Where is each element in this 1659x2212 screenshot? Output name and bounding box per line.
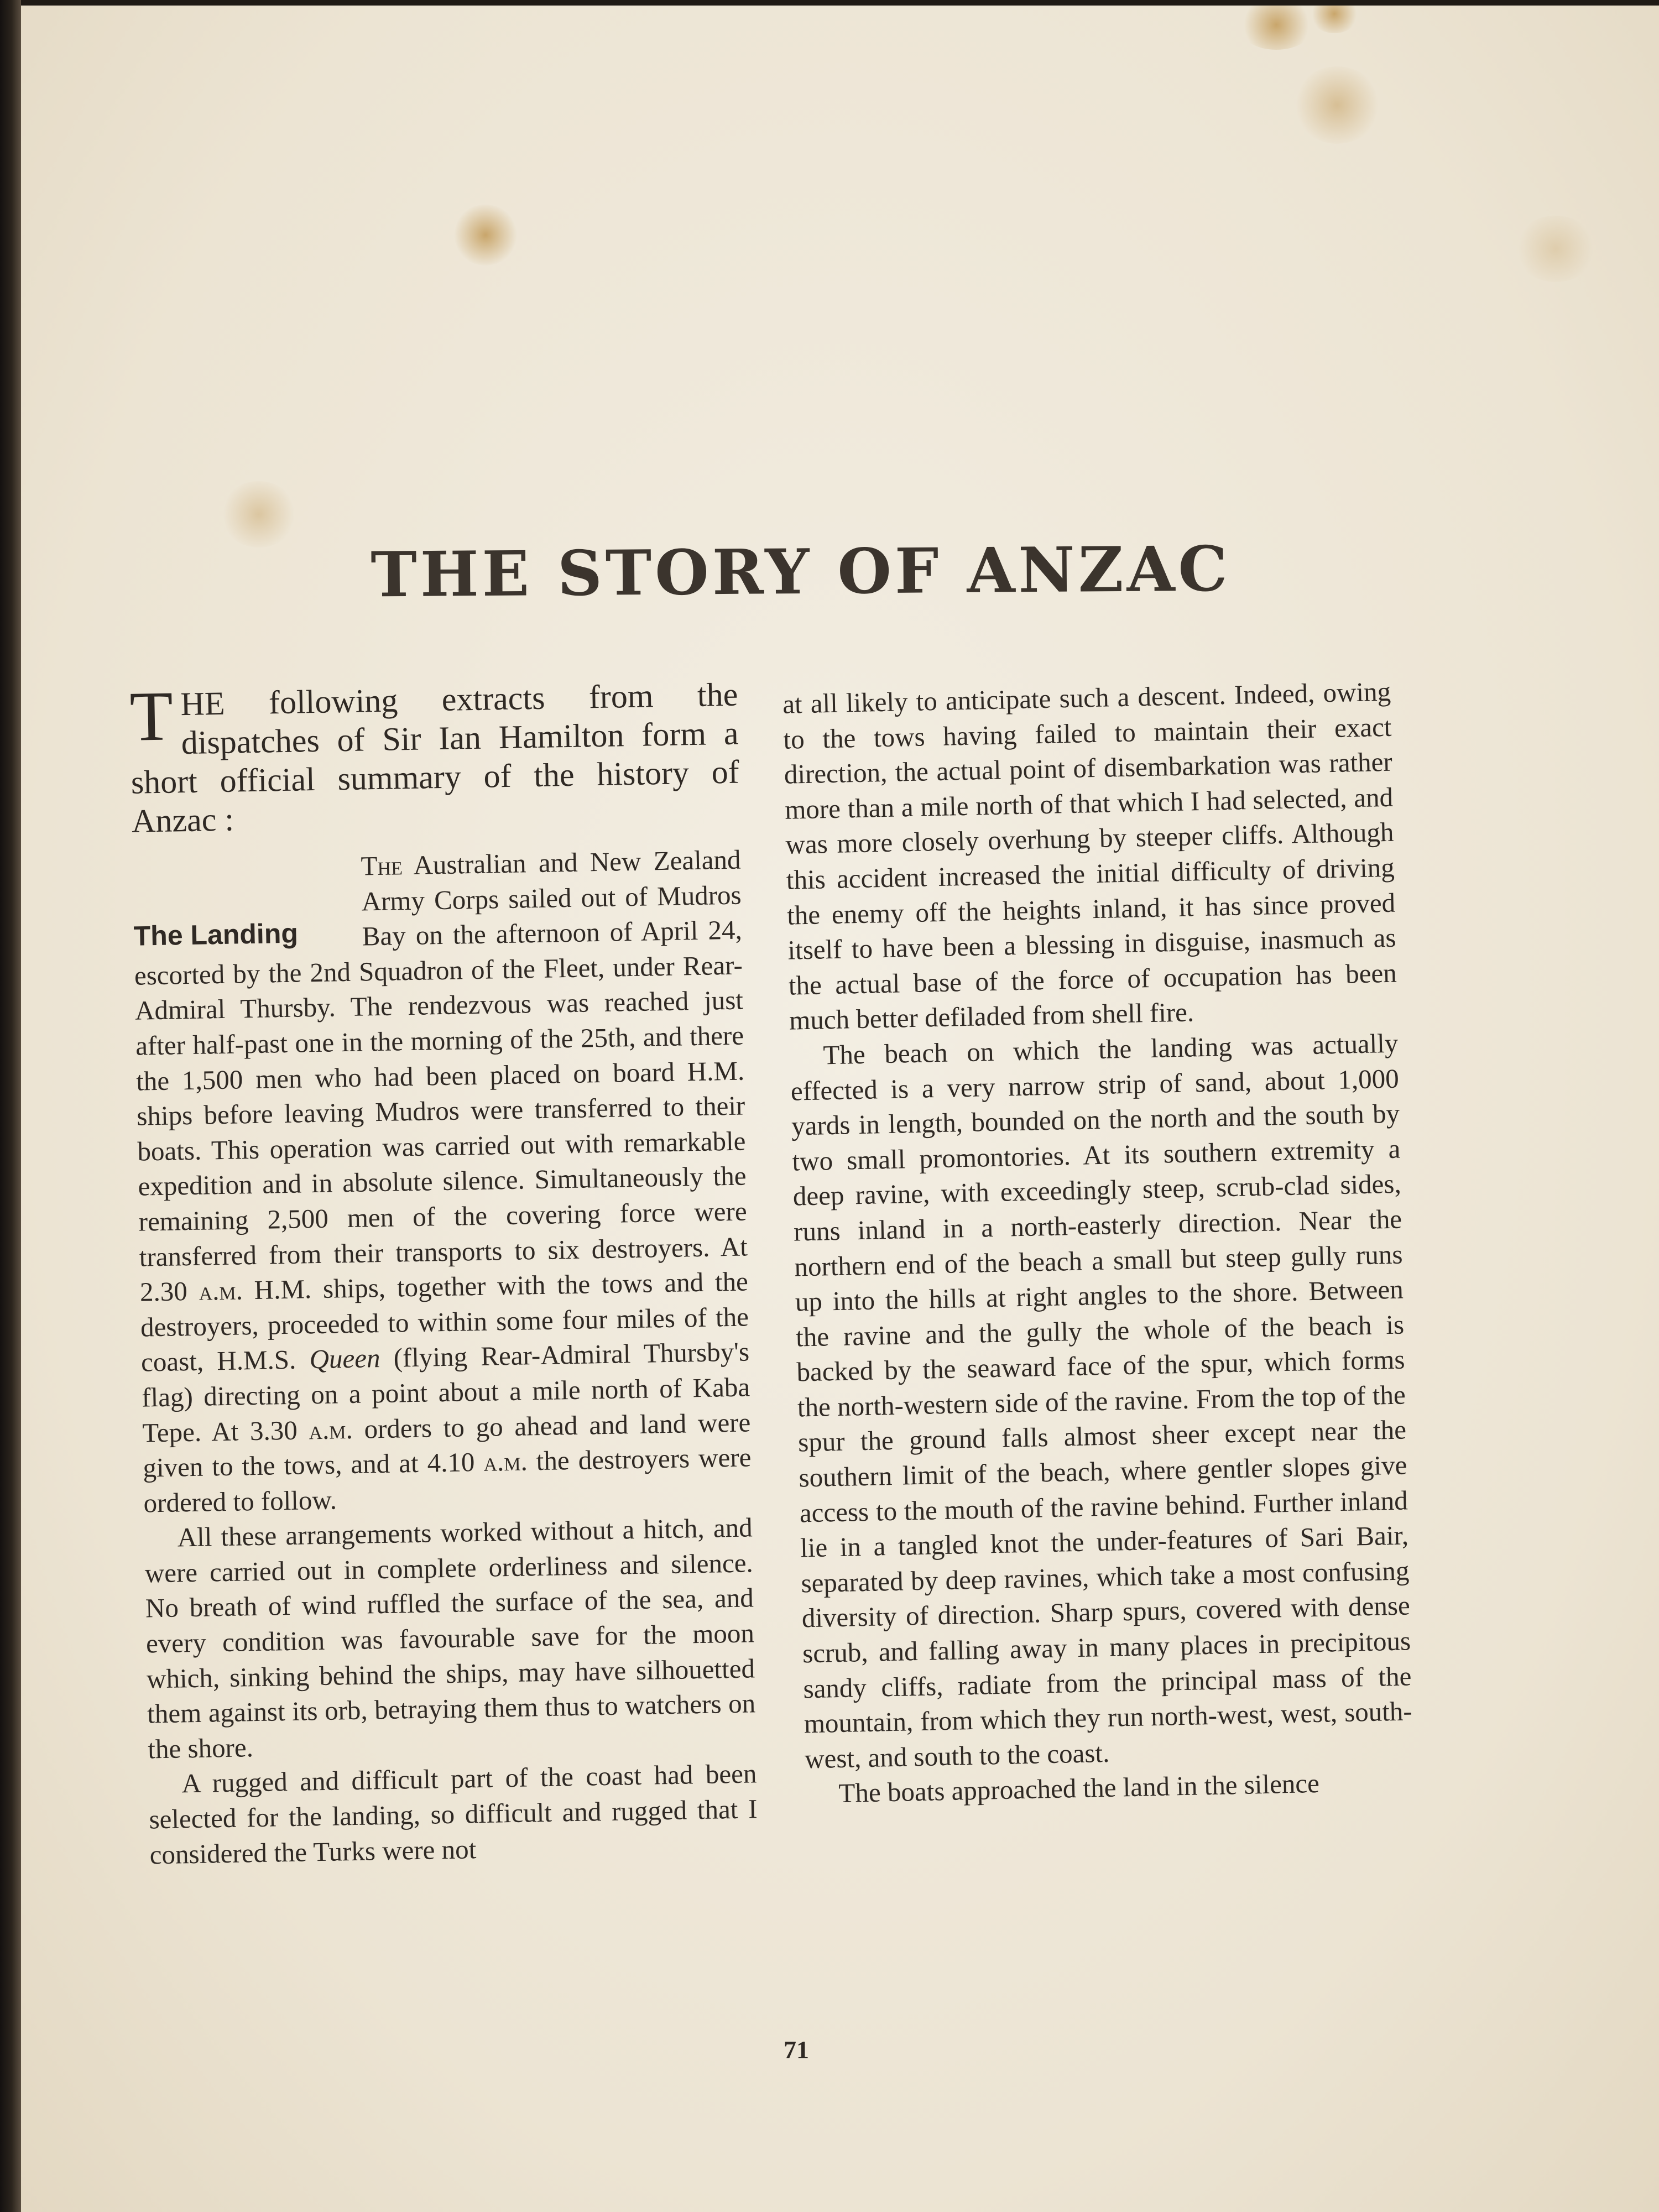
paragraph: A rugged and difficult part of the coast had been selected for the landing, so difficult and rugged that I considered the Turks were not [149,1758,758,1870]
paper-stain [1310,6,1359,33]
drop-cap: T [129,676,174,756]
paper-stain [1514,216,1597,282]
paragraph: The boats approached the land in the silence [838,1768,1320,1809]
intro-text: HE following extracts from the dispatches of Sir Ian Hamilton form a short official summary of the history of Anzac : [131,676,740,839]
paper-stain [452,205,519,265]
paper-stain [1293,66,1381,144]
right-column [782,674,1419,2036]
paper-stain [220,481,298,547]
time-suffix: a.m. [483,1446,528,1477]
paragraph-text: the destroyers were ordered to follow. [143,1442,752,1519]
paragraph-text: Australian and New Zealand Army Corps sailed out of Mudros Bay on the afternoon of April 24, escorted by the 2nd Squadron of the Fleet, under Rear-Admiral Thursby. The rendezvous was reached just after half-past one in the morning of the 25th, and there the 1,500 men who had been placed on board H.M. ships before leaving Mudros were transferred to their boats. This operation was carried out with remarkable expedition and in absolute silence. Simultaneously the remaining 2,500 men of the covering force were transferred from their transports to six destroyers. At 2.30 [134,844,748,1307]
book-spine-shadow [0,0,21,2212]
paper-stain [1238,6,1315,50]
paragraph-text: (flying Rear-Admiral Thursby's flag) directing on a point about a mile north of Kaba Tepe. At 3.30 [141,1336,750,1448]
time-suffix: a.m. [199,1275,243,1306]
paragraph-text: orders to go ahead and land were given to the tows, and at 4.10 [142,1406,751,1483]
side-heading: The Landing [133,917,299,952]
left-column [129,675,761,2035]
time-suffix: a.m. [308,1413,353,1445]
paragraph-lead-word: The [361,850,403,881]
paragraph: The beach on which the landing was actually effected is a very narrow strip of sand, about 1,000 yards in length, bounded on the north and the south by two small promontories. At its southern extremity a deep ravine, with exceedingly steep, scrub-clad sides, runs inland in a north-easterly direction. Near the northern end of the beach a small but steep gully runs up into the hills at right angles to the shore. Between the ravine and the gully the whole of the beach is backed by the seaward face of the spur, which forms the north-western side of the ravine. From the top of the spur the ground falls almost sheer except near the southern limit of the beach, where gentler slopes give access to the mouth of the ravine behind. Further inland lie in a tangled knot the under-features of Sari Bair, separated by deep ravines, which take a most confusing diversity of direction. Sharp spurs, covered with dense scrub, and falling away in many places in precipitous sandy cliffs, radiate from the principal mass of the mountain, from which they run north-west, west, south-west, and south to the coast. [790,1027,1413,1775]
page-number: 71 [784,2036,809,2064]
paragraph [132,842,752,1521]
page-title: THE STORY OF ANZAC [371,533,1231,612]
ship-name: Queen [309,1343,380,1375]
intro-paragraph [129,675,740,841]
paragraph: All these arrangements worked without a hitch, and were carried out in complete orderliness and silence. No breath of wind ruffled the surface of the sea, and every condition was favourable save for the moon which, sinking behind the ships, may have silhouetted them against its orb, betraying them thus to watchers on the shore. [144,1512,756,1765]
paragraph: at all likely to anticipate such a descent. Indeed, owing to the tows having failed to maintain their exact direction, the actual point of disembarkation was rather more than a mile north of that which I had selected, and was more closely overhung by steeper cliffs. Although this accident increased the initial difficulty of driving the enemy off the heights inland, it has since proved itself to have been a blessing in disguise, inasmuch as the actual base of the force of occupation has been much better defiladed from shell fire. [782,676,1397,1036]
paragraph-text: H.M. ships, together with the tows and the destroyers, proceeded to within some four miles of the coast, H.M.S. [140,1266,749,1378]
